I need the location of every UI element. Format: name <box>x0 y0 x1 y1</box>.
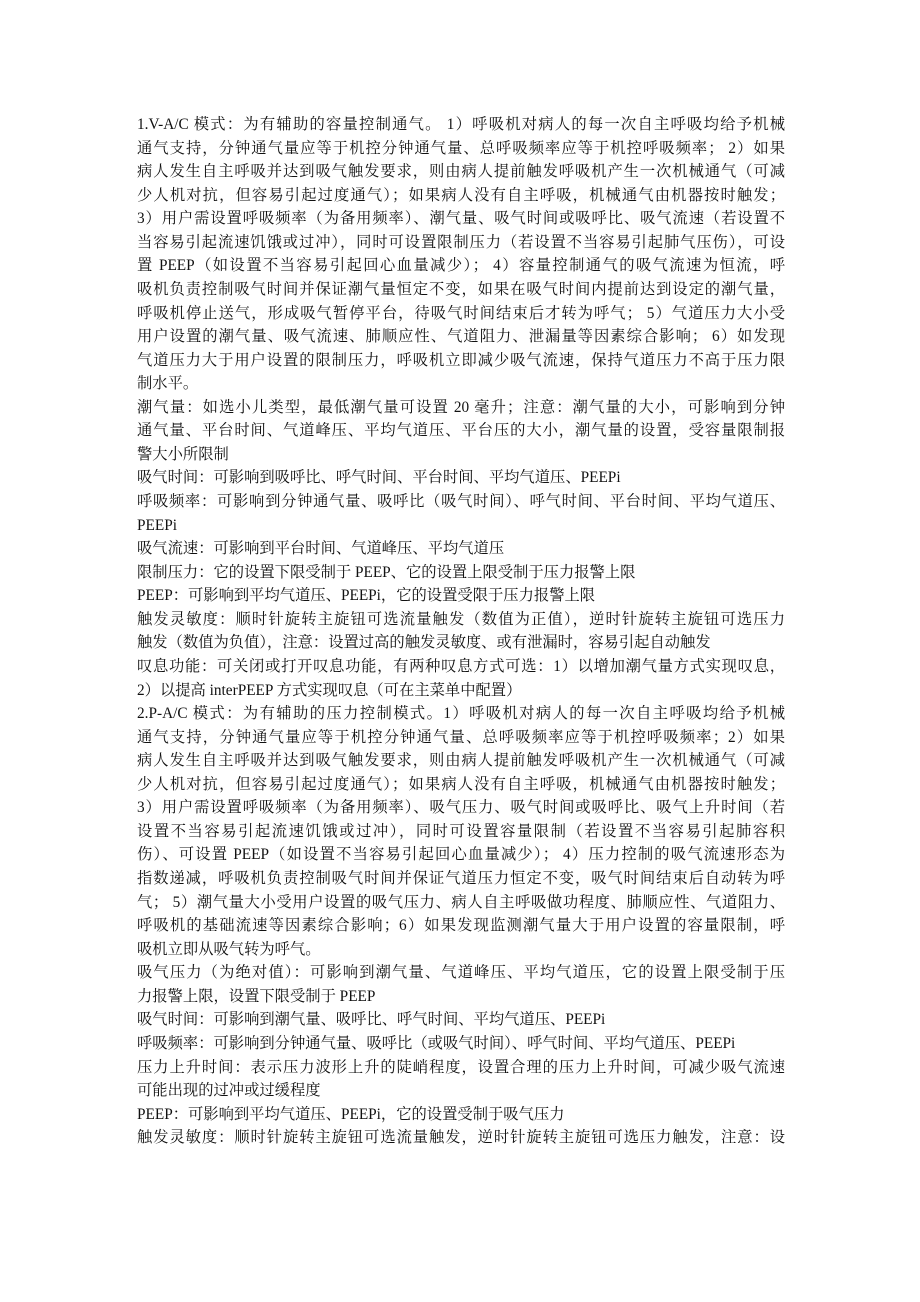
paragraph <box>137 1103 785 1127</box>
text-line: 1.V-A/C 模式：为有辅助的容量控制通气。 1）呼吸机对病人的每一次自主呼吸均给予机械 <box>137 116 785 133</box>
paragraph <box>137 113 785 396</box>
text-line: 力报警上限，设置下限受制于 PEEP <box>137 987 376 1005</box>
paragraph <box>137 1008 785 1032</box>
paragraph <box>137 537 785 561</box>
text-line: 指数递减，呼吸机负责控制吸气时间并保证气道压力恒定不变，吸气时间结束后自动转为呼 <box>137 870 785 887</box>
text-line: 制水平。 <box>137 375 199 393</box>
paragraph <box>137 702 785 961</box>
paragraph <box>137 466 785 490</box>
text-line: 置 PEEP（如设置不当容易引起回心血量减少）； 4）容量控制通气的吸气流速为恒流，呼 <box>137 257 785 275</box>
text-line: PEEPi <box>137 516 177 534</box>
text-line: 吸气时间：可影响到吸呼比、呼气时间、平台时间、平均气道压、PEEPi <box>137 469 621 487</box>
text-line: 呼吸机停止送气，形成吸气暂停平台，待吸气时间结束后才转为呼气； 5）气道压力大小受 <box>137 304 785 322</box>
paragraph <box>137 1056 785 1103</box>
text-line: 触发（数值为负值），注意：设置过高的触发灵敏度、或有泄漏时，容易引起自动触发 <box>137 634 711 652</box>
text-line: 可能出现的过冲或过缓程度 <box>137 1082 321 1100</box>
text-line: 呼吸频率：可影响到分钟通气量、吸呼比（或吸气时间）、呼气时间、平均气道压、PEEPi <box>137 1034 736 1052</box>
text-line: 警大小所限制 <box>137 445 229 463</box>
text-line: 3）用户需设置呼吸频率（为备用频率）、吸气压力、吸气时间或吸呼比、吸气上升时间（若 <box>137 799 785 817</box>
paragraph <box>137 490 785 537</box>
text-line: 通气支持，分钟通气量应等于机控分钟通气量、总呼吸频率应等于机控呼吸频率； 2）如果 <box>137 139 785 157</box>
text-line: 触发灵敏度：顺时针旋转主旋钮可选流量触发，逆时针旋转主旋钮可选压力触发，注意：设 <box>137 1129 785 1147</box>
text-line: 用户设置的潮气量、吸气流速、肺顺应性、气道阻力、泄漏量等因素综合影响； 6）如发现 <box>137 328 785 346</box>
paragraph <box>137 584 785 608</box>
text-line: 吸机负责控制吸气时间并保证潮气量恒定不变，如果在吸气时间内提前达到设定的潮气量， <box>137 280 785 298</box>
text-line: 2.P-A/C 模式：为有辅助的压力控制模式。1）呼吸机对病人的每一次自主呼吸均给予机械 <box>137 705 785 723</box>
text-line: 呼吸机的基础流速等因素综合影响；6）如果发现监测潮气量大于用户设置的容量限制，呼 <box>137 917 785 935</box>
text-line: PEEP：可影响到平均气道压、PEEPi，它的设置受制于吸气压力 <box>137 1105 565 1123</box>
text-line: 通气量、平台时间、气道峰压、平均气道压、平台压的大小，潮气量的设置，受容量限制报 <box>137 422 785 440</box>
document-body <box>137 113 785 1150</box>
text-line: 伤）、可设置 PEEP（如设置不当容易引起回心血量减少）； 4）压力控制的吸气流速形态为 <box>137 846 785 864</box>
paragraph <box>137 1032 785 1056</box>
paragraph <box>137 1126 785 1150</box>
text-line: 吸气压力（为绝对值）：可影响到潮气量、气道峰压、平均气道压，它的设置上限受制于压 <box>137 964 785 982</box>
text-line: 吸气流速：可影响到平台时间、气道峰压、平均气道压 <box>137 540 505 558</box>
text-line: 少人机对抗，但容易引起过度通气）；如果病人没有自主呼吸，机械通气由机器按时触发； <box>137 186 785 204</box>
paragraph <box>137 561 785 585</box>
text-line: 病人发生自主呼吸并达到吸气触发要求，则由病人提前触发呼吸机产生一次机械通气（可减 <box>137 752 785 770</box>
paragraph <box>137 961 785 1008</box>
text-line: PEEP：可影响到平均气道压、PEEPi，它的设置受限于压力报警上限 <box>137 587 596 605</box>
text-line: 当容易引起流速饥饿或过冲），同时可设置限制压力（若设置不当容易引起肺气压伤），可设 <box>137 233 785 251</box>
text-line: 通气支持，分钟通气量应等于机控分钟通气量、总呼吸频率应等于机控呼吸频率；2）如果 <box>137 728 785 746</box>
text-line: 气道压力大于用户设置的限制压力，呼吸机立即减少吸气流速，保持气道压力不高于压力限 <box>137 351 785 369</box>
paragraph <box>137 655 785 702</box>
text-line: 少人机对抗，但容易引起过度通气）；如果病人没有自主呼吸，机械通气由机器按时触发； <box>137 775 785 793</box>
text-line: 3）用户需设置呼吸频率（为备用频率）、潮气量、吸气时间或吸呼比、吸气流速（若设置不 <box>137 210 785 228</box>
text-line: 压力上升时间：表示压力波形上升的陡峭程度，设置合理的压力上升时间，可减少吸气流速 <box>137 1058 785 1076</box>
text-line: 病人发生自主呼吸并达到吸气触发要求，则由病人提前触发呼吸机产生一次机械通气（可减 <box>137 163 785 181</box>
text-line: 2）以提高 interPEEP 方式实现叹息（可在主菜单中配置） <box>137 681 522 699</box>
text-line: 吸机立即从吸气转为呼气。 <box>137 940 321 958</box>
text-line: 叹息功能：可关闭或打开叹息功能，有两种叹息方式可选：1）以增加潮气量方式实现叹息， <box>137 657 785 675</box>
text-line: 设置不当容易引起流速饥饿或过冲），同时可设置容量限制（若设置不当容易引起肺容积 <box>137 822 785 840</box>
text-line: 吸气时间：可影响到潮气量、吸呼比、呼气时间、平均气道压、PEEPi <box>137 1011 606 1029</box>
text-line: 气； 5）潮气量大小受用户设置的吸气压力、病人自主呼吸做功程度、肺顺应性、气道阻力、 <box>137 893 785 911</box>
text-line: 呼吸频率：可影响到分钟通气量、吸呼比（吸气时间）、呼气时间、平台时间、平均气道压、 <box>137 493 785 510</box>
paragraph <box>137 396 785 467</box>
text-line: 潮气量：如选小儿类型，最低潮气量可设置 20 毫升；注意：潮气量的大小，可影响到分钟 <box>137 398 785 416</box>
paragraph <box>137 608 785 655</box>
text-line: 触发灵敏度：顺时针旋转主旋钮可选流量触发（数值为正值），逆时针旋转主旋钮可选压力 <box>137 610 785 628</box>
text-line: 限制压力：它的设置下限受制于 PEEP、它的设置上限受制于压力报警上限 <box>137 563 636 581</box>
